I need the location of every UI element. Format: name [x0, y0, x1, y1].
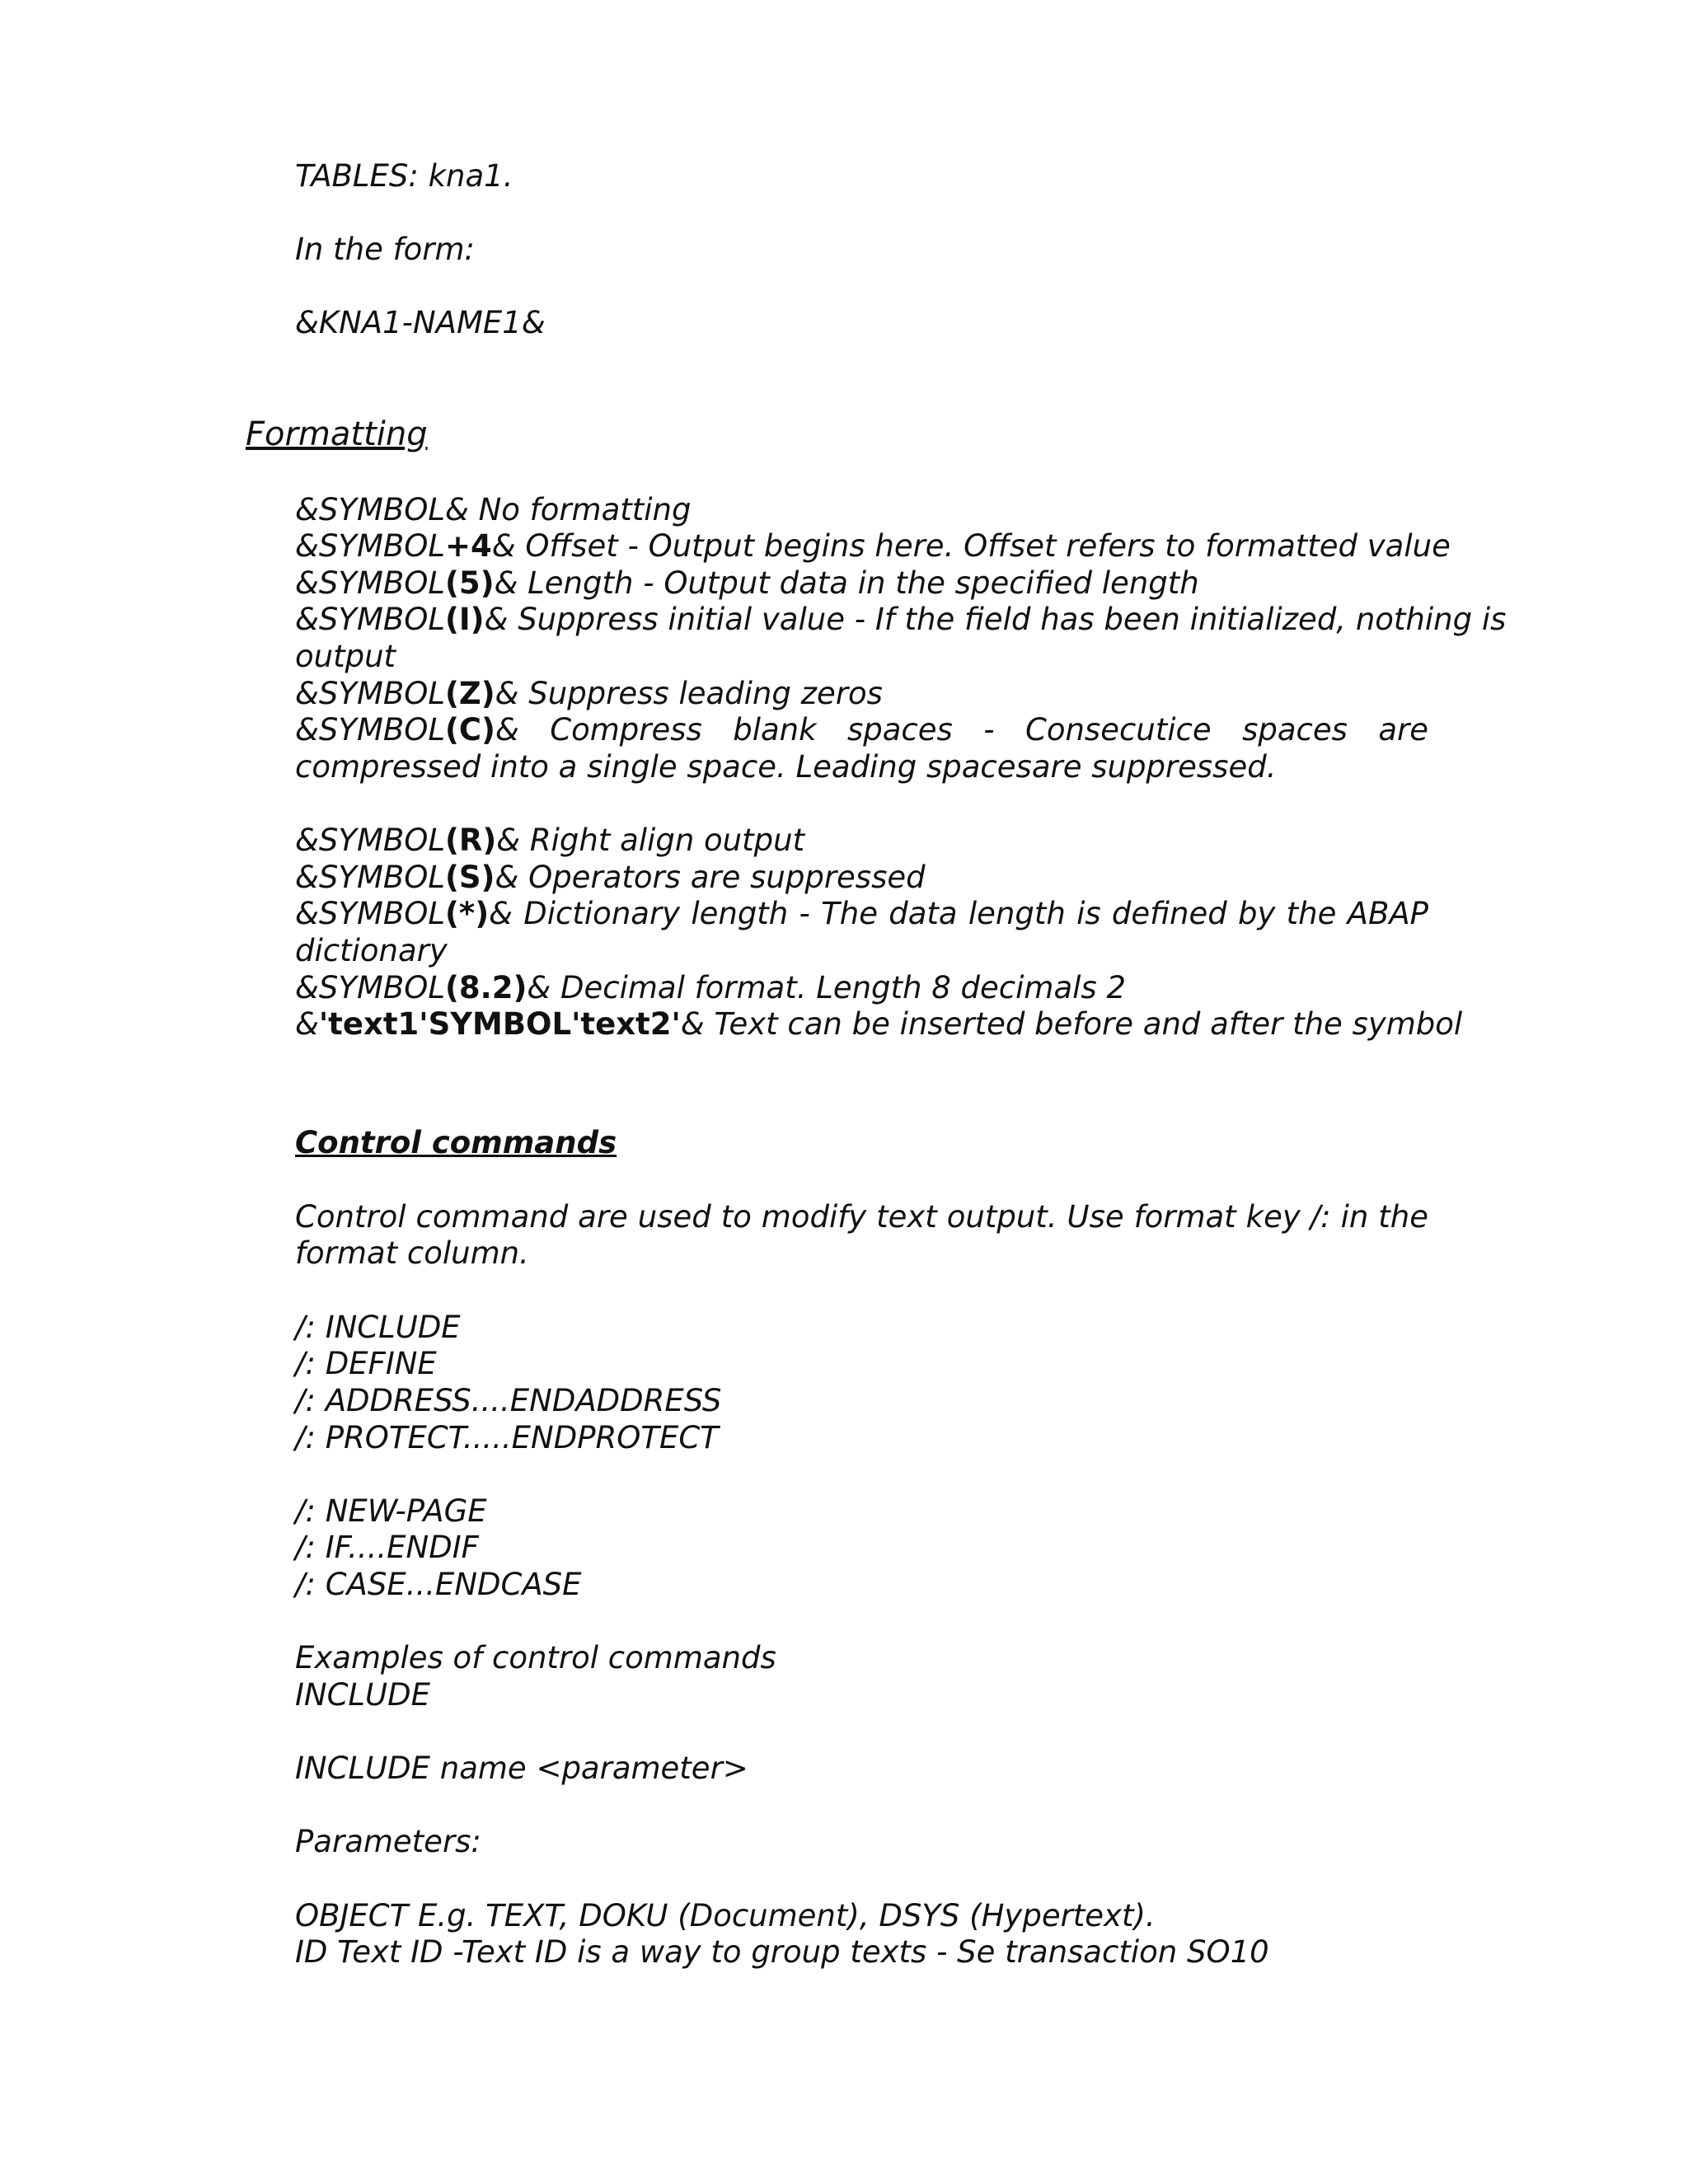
command-address: /: ADDRESS....ENDADDRESS [295, 1383, 722, 1418]
format-symbol: &SYMBOL [295, 712, 445, 748]
format-row-length [295, 565, 1199, 602]
format-symbol: &SYMBOL [295, 676, 445, 711]
format-symbol: &SYMBOL [295, 896, 445, 931]
format-symbol: &SYMBOL [295, 860, 445, 895]
format-symbol: &SYMBOL [295, 602, 445, 637]
in-form-line: In the form: [295, 232, 475, 267]
field-symbol-line: &KNA1-NAME1& [295, 305, 546, 340]
format-description: & No formatting [444, 492, 692, 527]
control-commands-heading: Control commands [295, 1125, 617, 1160]
format-modifier: +4 [444, 528, 492, 564]
command-new-page: /: NEW-PAGE [295, 1493, 487, 1529]
format-row-dictionary-cont: dictionary [295, 933, 448, 968]
format-description: & Suppress leading zeros [495, 676, 883, 711]
command-case: /: CASE...ENDCASE [295, 1567, 582, 1602]
formatting-heading: Formatting [246, 415, 428, 453]
format-modifier: (C) [444, 712, 495, 748]
format-row-decimal [295, 970, 1126, 1006]
command-protect: /: PROTECT.....ENDPROTECT [295, 1420, 719, 1455]
format-description: & Operators are suppressed [495, 860, 926, 895]
format-modifier: (5) [444, 565, 495, 601]
format-modifier: (8.2) [444, 970, 528, 1005]
format-modifier: 'text1'SYMBOL'text2' [318, 1006, 681, 1042]
format-modifier: (S) [444, 860, 495, 895]
format-row-right-align [295, 823, 804, 859]
format-row-no-formatting [295, 492, 692, 528]
control-description-line2: format column. [295, 1235, 529, 1271]
format-modifier: (*) [444, 896, 490, 931]
param-object: OBJECT E.g. TEXT, DOKU (Document), DSYS (Hypertext). [295, 1898, 1156, 1933]
format-description: & Right align output [496, 823, 805, 858]
format-modifier: (I) [444, 602, 485, 637]
command-if: /: IF....ENDIF [295, 1530, 479, 1565]
tables-line: TABLES: kna1. [295, 158, 513, 194]
include-syntax: INCLUDE name <parameter> [295, 1750, 748, 1786]
format-symbol: &SYMBOL [295, 970, 445, 1005]
format-symbol: & [295, 1006, 319, 1042]
format-description: & Offset - Output begins here. Offset refers to formatted value [491, 528, 1451, 564]
format-symbol: &SYMBOL [295, 492, 445, 527]
format-description: & Length - Output data in the specified length [494, 565, 1199, 601]
format-row-operators [295, 860, 926, 896]
format-row-compress [295, 712, 1428, 748]
format-modifier: (R) [444, 823, 497, 858]
parameters-label: Parameters: [295, 1824, 481, 1859]
format-symbol: &SYMBOL [295, 528, 445, 564]
format-description: & Decimal format. Length 8 decimals 2 [527, 970, 1127, 1005]
format-symbol: &SYMBOL [295, 823, 445, 858]
format-row-suppress-initial-cont: output [295, 639, 396, 674]
format-row-dictionary [295, 896, 1428, 932]
format-description: & Compress blank spaces - Consecutice spaces are [495, 712, 1428, 748]
format-row-text-insert [295, 1006, 1462, 1043]
format-row-suppress-initial [295, 602, 1507, 638]
format-modifier: (Z) [444, 676, 495, 711]
command-define: /: DEFINE [295, 1346, 437, 1381]
format-description: & Dictionary length - The data length is defined by the ABAP [489, 896, 1428, 931]
control-description-line1: Control command are used to modify text output. Use format key /: in the [295, 1199, 1428, 1235]
format-row-leading-zeros [295, 676, 883, 712]
examples-subtitle: INCLUDE [295, 1677, 430, 1713]
format-description: & Suppress initial value - If the field has been initialized, nothing is [484, 602, 1507, 637]
format-row-offset [295, 528, 1451, 565]
format-symbol: &SYMBOL [295, 565, 445, 601]
command-include: /: INCLUDE [295, 1310, 461, 1345]
examples-title: Examples of control commands [295, 1640, 776, 1675]
format-description: & Text can be inserted before and after the symbol [680, 1006, 1463, 1042]
param-id: ID Text ID -Text ID is a way to group texts - Se transaction SO10 [295, 1934, 1269, 1970]
format-row-compress-cont: compressed into a single space. Leading spacesare suppressed. [295, 749, 1277, 785]
